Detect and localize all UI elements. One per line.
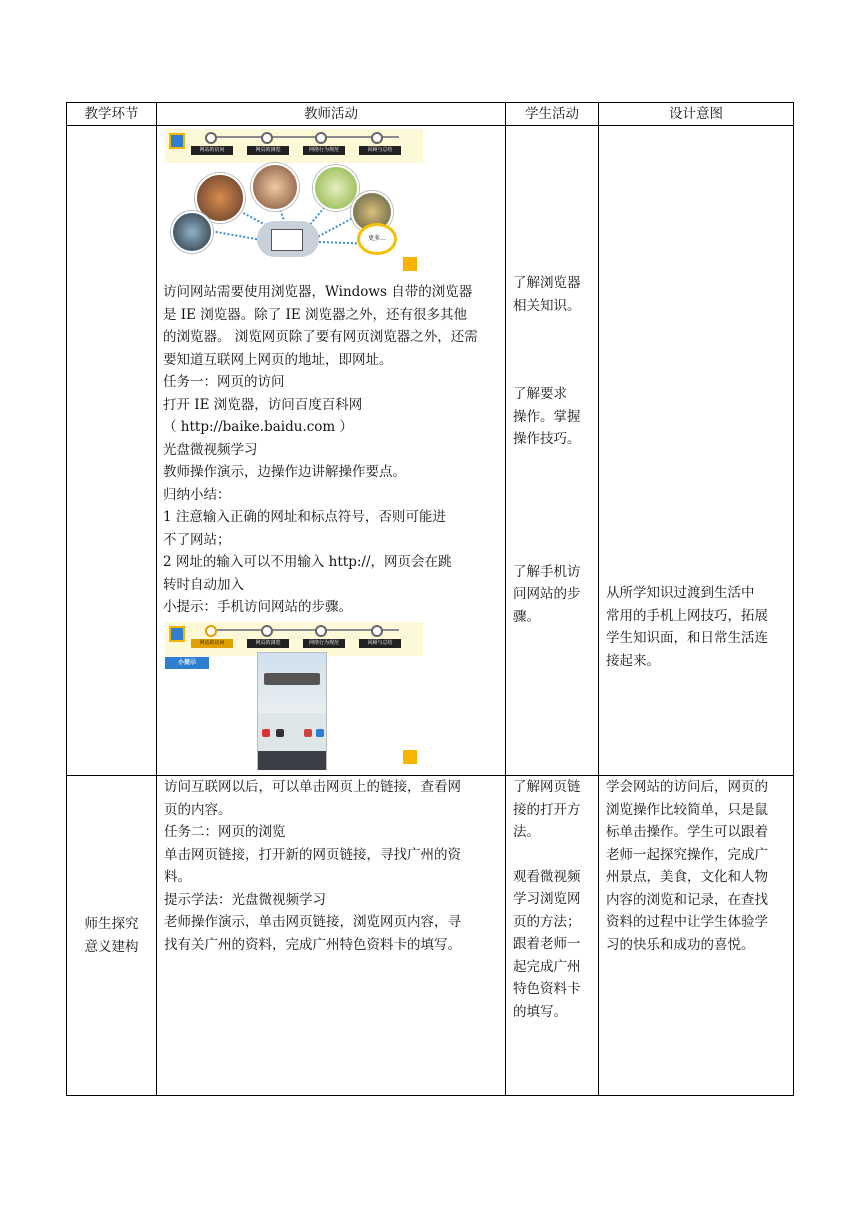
text-line: 州景点，美食，文化和人物 bbox=[606, 869, 768, 885]
text-line: 不了网站； bbox=[163, 531, 231, 548]
step-dot-icon bbox=[261, 625, 273, 637]
student-cell bbox=[506, 126, 599, 776]
text-line: 操作技巧。 bbox=[513, 431, 581, 447]
text-line: 问网站的步 bbox=[513, 586, 581, 602]
slide-logo-icon bbox=[169, 133, 185, 149]
text-line: 学生知识面，和日常生活连 bbox=[606, 630, 768, 646]
photo-circle-icon bbox=[171, 211, 213, 253]
text-line: 标单击操作。学生可以跟着 bbox=[606, 824, 768, 840]
text-line: 打开 IE 浏览器，访问百度百科网 bbox=[163, 396, 363, 413]
text-line: 跟着老师一 bbox=[513, 936, 581, 952]
teacher-cell bbox=[157, 126, 506, 776]
slide-corner-icon bbox=[403, 257, 417, 271]
step-dot-icon bbox=[261, 132, 273, 144]
text-line: 了解手机访 bbox=[513, 563, 581, 580]
text-line: 接起来。 bbox=[606, 652, 660, 669]
text-line: 接的打开方 bbox=[513, 801, 581, 818]
table-row bbox=[67, 126, 794, 776]
text-line: 任务一：网页的访问 bbox=[163, 374, 285, 390]
slide-tab: 回顾与总结 bbox=[359, 146, 401, 155]
app-icon bbox=[316, 729, 324, 737]
lesson-plan-table bbox=[66, 102, 794, 1096]
text-line: 2 网址的输入可以不用输入 http://，网页会在跳 bbox=[163, 554, 452, 570]
text-line: 是 IE 浏览器。除了 IE 浏览器之外，还有很多其他 bbox=[163, 306, 468, 323]
text-line: 要知道互联网上网页的地址，即网址。 bbox=[163, 351, 393, 368]
text-line: 光盘微视频学习 bbox=[163, 441, 258, 458]
text-line: 小提示：手机访问网站的步骤。 bbox=[163, 599, 352, 615]
text-line: 内容的浏览和记录，在查找 bbox=[606, 891, 768, 908]
text-line: 学习浏览网 bbox=[513, 891, 581, 907]
text-line: 资料的过程中让学生体验学 bbox=[606, 914, 768, 930]
text-line: 教师操作演示，边操作边讲解操作要点。 bbox=[163, 464, 406, 480]
text-line: 骤。 bbox=[513, 608, 540, 625]
text-line: 起完成广州 bbox=[513, 958, 581, 975]
text-line: 1 注意输入正确的网址和标点符号，否则可能进 bbox=[163, 509, 446, 525]
text-line: 常用的手机上网技巧，拓展 bbox=[606, 607, 768, 624]
design-cell bbox=[599, 126, 794, 776]
text-line: 浏览操作比较简单，只是鼠 bbox=[606, 801, 768, 818]
phone-dock bbox=[258, 751, 326, 770]
text-line: 的填写。 bbox=[513, 1003, 567, 1020]
slide-tab: 网页的浏览 bbox=[247, 639, 289, 648]
header-teacher: 教师活动 bbox=[157, 103, 506, 126]
step-dot-icon bbox=[315, 625, 327, 637]
text-line: 了解要求 bbox=[513, 386, 567, 402]
text-line: 学会网站的访问后，网页的 bbox=[606, 779, 768, 795]
teacher-text bbox=[163, 281, 498, 619]
slide-tab: 网页的浏览 bbox=[247, 146, 289, 155]
step-dot-icon bbox=[371, 132, 383, 144]
text-line: 了解网页链 bbox=[513, 779, 581, 795]
text-line: 归纳小结： bbox=[163, 486, 231, 503]
app-icon bbox=[262, 729, 270, 737]
header-design: 设计意图 bbox=[599, 103, 794, 126]
student-cell bbox=[506, 776, 599, 1096]
cloud-icon bbox=[257, 221, 319, 257]
photo-circle-icon bbox=[251, 163, 299, 211]
stage-cell bbox=[67, 776, 157, 1096]
text-line: 的浏览器。 浏览网页除了要有网页浏览器之外，还需 bbox=[163, 329, 478, 345]
text-line: 转时自动加入 bbox=[163, 576, 244, 593]
design-cell bbox=[599, 776, 794, 1096]
slide-thumbnail-network bbox=[165, 129, 423, 277]
slide-tab: 回顾与总结 bbox=[359, 639, 401, 648]
text-line: （ http://baike.baidu.com ） bbox=[163, 419, 354, 435]
table-row bbox=[67, 776, 794, 1096]
text-line: 意义建构 bbox=[84, 938, 139, 955]
header-row bbox=[67, 103, 794, 126]
text-line: 老师一起探究操作，完成广 bbox=[606, 846, 768, 863]
text-line: 习的快乐和成功的喜悦。 bbox=[606, 936, 755, 953]
text-line: 相关知识。 bbox=[513, 297, 581, 314]
stage-cell bbox=[67, 126, 157, 776]
teacher-cell bbox=[157, 776, 506, 1096]
tip-badge: 小提示 bbox=[165, 657, 209, 669]
phone-widget bbox=[264, 673, 320, 685]
app-icon bbox=[304, 729, 312, 737]
step-dot-icon bbox=[205, 132, 217, 144]
slide-logo-icon bbox=[169, 626, 185, 642]
step-dot-icon bbox=[315, 132, 327, 144]
text-line: 操作。掌握 bbox=[513, 408, 581, 425]
text-line: 单击网页链接，打开新的网页链接，寻找广州的资 bbox=[164, 846, 461, 863]
step-dot-icon bbox=[371, 625, 383, 637]
header-stage: 教学环节 bbox=[67, 103, 157, 126]
text-line: 法。 bbox=[513, 824, 540, 840]
text-line: 访问互联网以后，可以单击网页上的链接，查看网 bbox=[164, 779, 461, 795]
app-icon bbox=[276, 729, 284, 737]
slide-thumbnail-phone bbox=[165, 622, 423, 770]
slide-corner-icon bbox=[403, 750, 417, 764]
text-line: 提示学法：光盘微视频学习 bbox=[164, 891, 326, 908]
progress-track bbox=[205, 136, 399, 138]
text-line: 了解浏览器 bbox=[513, 275, 581, 291]
step-dot-icon bbox=[205, 625, 217, 637]
text-line: 找有关广州的资料，完成广州特色资料卡的填写。 bbox=[164, 936, 461, 953]
slide-tab: 网站的访问 bbox=[191, 639, 233, 648]
progress-track bbox=[205, 629, 399, 631]
header-student: 学生活动 bbox=[506, 103, 599, 126]
device-icon bbox=[271, 229, 303, 251]
text-line: 从所学知识过渡到生活中 bbox=[606, 585, 755, 601]
slide-tab: 网络行为规范 bbox=[303, 146, 345, 155]
text-line: 任务二：网页的浏览 bbox=[164, 824, 286, 840]
phone-screen-icon bbox=[257, 652, 327, 770]
text-line: 页的内容。 bbox=[164, 801, 232, 818]
text-line: 师生探究 bbox=[84, 916, 139, 932]
text-line: 观看微视频 bbox=[513, 868, 581, 885]
text-line: 页的方法； bbox=[513, 913, 581, 930]
slide-tab: 网络行为规范 bbox=[303, 639, 345, 648]
text-line: 料。 bbox=[164, 869, 191, 885]
text-line: 特色资料卡 bbox=[513, 981, 581, 997]
text-line: 老师操作演示，单击网页链接，浏览网页内容，寻 bbox=[164, 914, 461, 930]
text-line: 访问网站需要使用浏览器，Windows 自带的浏览器 bbox=[163, 284, 473, 300]
more-bubble: 更多... bbox=[357, 223, 397, 255]
slide-tab: 网站的访问 bbox=[191, 146, 233, 155]
